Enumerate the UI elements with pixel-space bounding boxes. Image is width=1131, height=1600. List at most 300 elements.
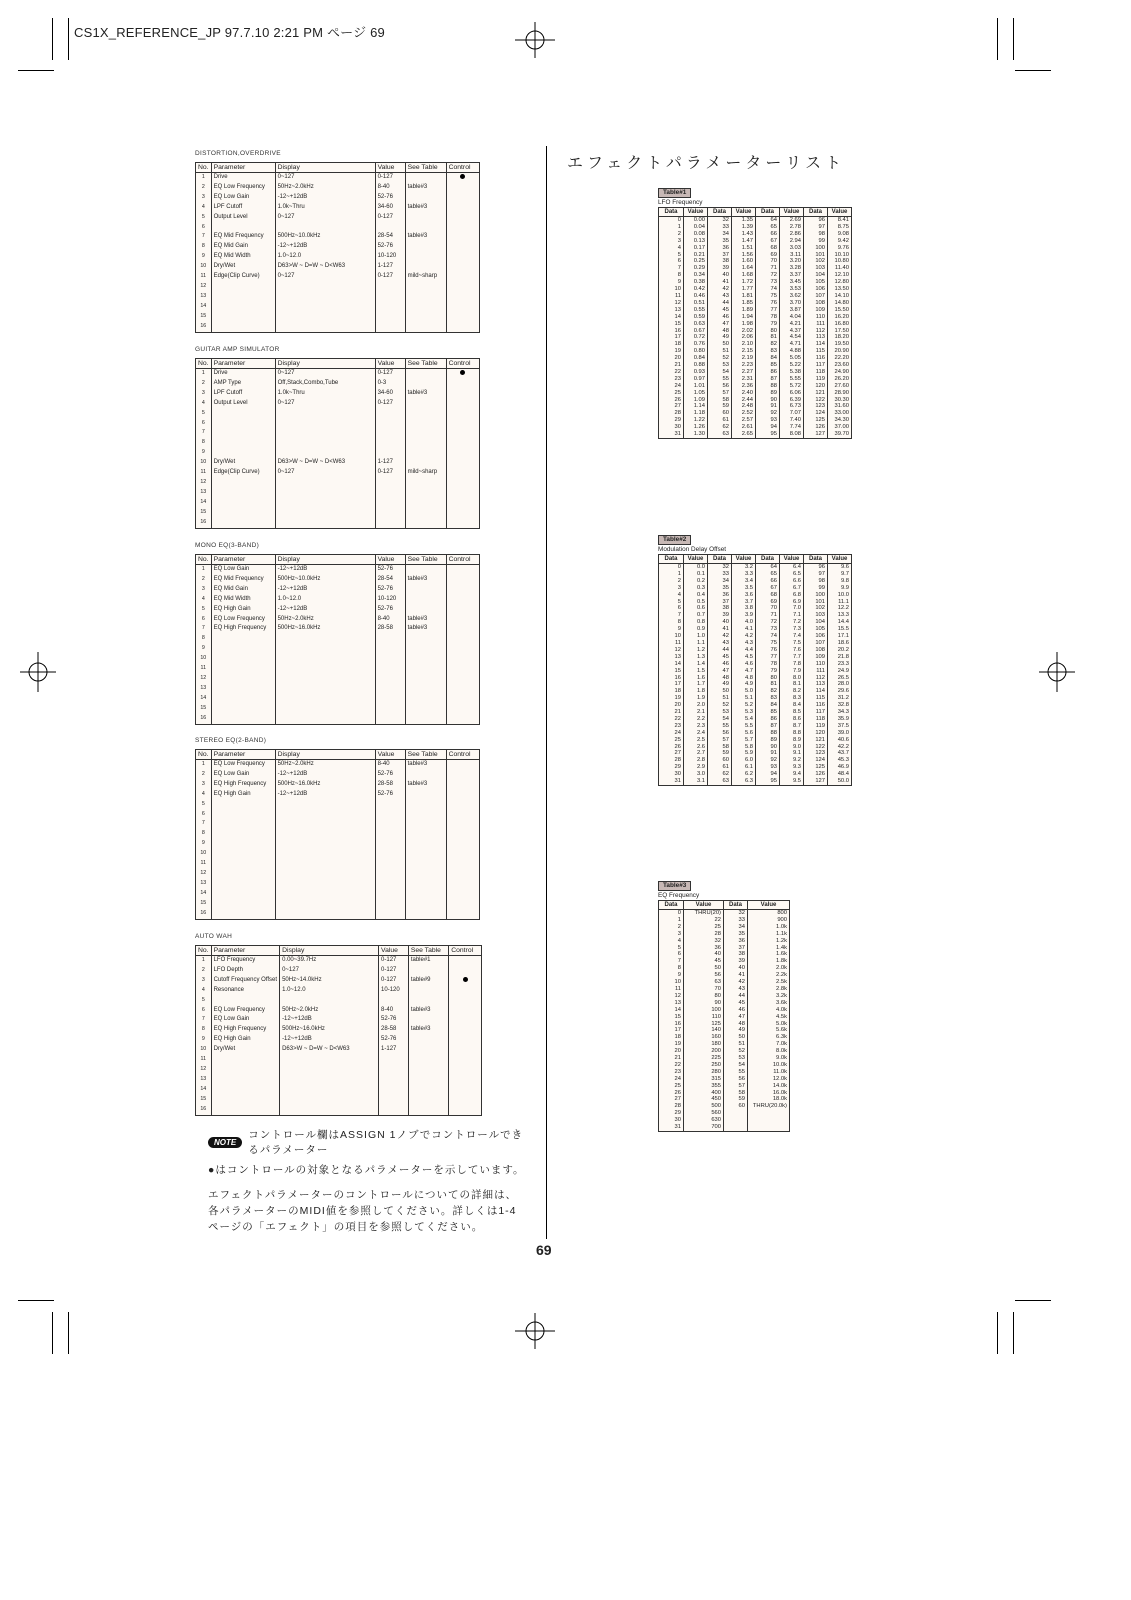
value-cell: 1.85 (732, 300, 756, 307)
table-cell: mild~sharp (405, 272, 446, 282)
table-cell (375, 322, 405, 332)
value-cell: 500 (684, 1103, 724, 1110)
table-cell (211, 869, 275, 879)
value-cell: 1.2k (748, 938, 790, 945)
value-cell: 6.6 (780, 578, 804, 585)
control-cell (446, 889, 479, 899)
table-cell: EQ High Gain (211, 790, 275, 800)
effect-section (195, 542, 480, 725)
data-index-cell: 78 (756, 314, 780, 321)
table-row (196, 694, 480, 704)
data-index-cell: 9 (659, 626, 684, 633)
table-cell (405, 839, 446, 849)
table-cell (375, 819, 405, 829)
value-cell: 1.89 (732, 307, 756, 314)
table-cell (211, 634, 275, 644)
data-index-cell: 54 (724, 1062, 748, 1069)
value-cell: 2.23 (732, 362, 756, 369)
column-header: Value (828, 208, 852, 217)
table-row (659, 328, 852, 335)
value-cell: 4.0k (748, 1007, 790, 1014)
table-cell: 10 (196, 262, 212, 272)
table-cell (280, 1065, 379, 1075)
table-cell (405, 223, 446, 233)
effect-parameter-table (195, 358, 480, 529)
data-index-cell: 99 (804, 238, 828, 245)
value-cell: 2.0 (684, 702, 708, 709)
value-cell: 6.3k (748, 1034, 790, 1041)
control-cell (449, 1075, 482, 1085)
data-index-cell: 51 (708, 695, 732, 702)
table-row (196, 1085, 482, 1095)
data-index-cell: 114 (804, 341, 828, 348)
data-index-cell: 15 (659, 668, 684, 675)
data-index-cell: 12 (659, 647, 684, 654)
note-line-1: コントロール欄はASSIGN 1ノブでコントロールできるパラメーター (248, 1129, 524, 1156)
table-row (659, 1083, 790, 1090)
data-index-cell: 107 (804, 293, 828, 300)
table-cell: 52-76 (379, 1035, 409, 1045)
table-cell (211, 674, 275, 684)
data-index-cell: 3 (659, 585, 684, 592)
table-row (659, 1041, 790, 1048)
column-header: No. (196, 555, 212, 565)
value-cell: 8.08 (780, 431, 804, 438)
table-cell: EQ High Gain (211, 1035, 279, 1045)
data-index-cell: 36 (724, 938, 748, 945)
table-cell: 0~127 (275, 272, 375, 282)
value-cell: 80 (684, 993, 724, 1000)
table-cell: table#3 (405, 232, 446, 242)
value-cell: 1.09 (684, 397, 708, 404)
data-index-cell: 42 (708, 633, 732, 640)
table-cell: 8 (196, 829, 212, 839)
value-cell: 1.98 (732, 321, 756, 328)
table-cell (280, 1085, 379, 1095)
table-row (196, 810, 480, 820)
table-cell (375, 694, 405, 704)
data-index-cell: 107 (804, 640, 828, 647)
table-cell (405, 879, 446, 889)
table-cell (275, 498, 375, 508)
value-cell: 8.5 (780, 709, 804, 716)
control-cell (446, 674, 479, 684)
table-cell (211, 312, 275, 322)
value-cell: 3.03 (780, 245, 804, 252)
table-cell: table#3 (408, 1006, 448, 1016)
value-cell: 0.25 (684, 258, 708, 265)
value-cell: 2.48 (732, 403, 756, 410)
table-cell (375, 810, 405, 820)
table-row (196, 664, 480, 674)
table-cell: 500Hz~16.0kHz (280, 1025, 379, 1035)
table-cell: 10-120 (379, 986, 409, 996)
table-cell: LPF Cutoff (211, 389, 275, 399)
data-index-cell: 52 (708, 355, 732, 362)
table-cell: Dry/Wet (211, 262, 275, 272)
data-index-cell: 57 (708, 390, 732, 397)
data-index-cell: 45 (724, 1000, 748, 1007)
table-cell: EQ Low Gain (211, 1015, 279, 1025)
value-cell: 0.13 (684, 238, 708, 245)
effect-parameter-table (195, 749, 480, 920)
value-cell: 6.1 (732, 764, 756, 771)
table-cell (211, 1085, 279, 1095)
table-row (659, 910, 790, 917)
table-row (196, 488, 480, 498)
data-index-cell: 102 (804, 605, 828, 612)
data-index-cell: 4 (659, 592, 684, 599)
data-index-cell: 127 (804, 778, 828, 785)
data-index-cell: 0 (659, 564, 684, 571)
data-index-cell: 45 (708, 307, 732, 314)
table-cell: 16 (196, 518, 212, 528)
data-index-cell: 8 (659, 619, 684, 626)
value-cell: 3.28 (780, 265, 804, 272)
data-index-cell: 102 (804, 258, 828, 265)
table-cell (275, 634, 375, 644)
value-cell: 3.2 (732, 564, 756, 571)
data-index-cell: 8 (659, 965, 684, 972)
data-index-cell: 41 (708, 279, 732, 286)
table-cell (375, 438, 405, 448)
table-row (659, 1014, 790, 1021)
control-dot-icon (460, 174, 465, 179)
table-cell (275, 508, 375, 518)
value-cell: 3.20 (780, 258, 804, 265)
table-row (196, 889, 480, 899)
table-cell: 10 (196, 458, 212, 468)
value-cell: 4.5 (732, 654, 756, 661)
data-index-cell: 126 (804, 424, 828, 431)
data-index-cell: 93 (756, 764, 780, 771)
control-cell (446, 565, 479, 575)
control-cell (446, 694, 479, 704)
value-cell: 26.5 (828, 675, 852, 682)
table-cell (275, 438, 375, 448)
table-cell (405, 684, 446, 694)
data-index-cell (724, 1117, 748, 1124)
value-cell: 250 (684, 1062, 724, 1069)
table-cell: D63>W ~ D=W ~ D<W63 (275, 458, 375, 468)
control-cell (446, 615, 479, 625)
data-index-cell: 95 (756, 778, 780, 785)
reference-table (658, 900, 790, 1132)
table-row (196, 312, 480, 322)
table-row (196, 282, 480, 292)
table-cell (375, 899, 405, 909)
table-cell (211, 704, 275, 714)
column-header: Value (684, 208, 708, 217)
value-cell: 50 (684, 965, 724, 972)
value-cell: 90 (684, 1000, 724, 1007)
table-header-row (659, 901, 790, 910)
control-cell (446, 262, 479, 272)
data-index-cell: 91 (756, 750, 780, 757)
table-cell: LPF Cutoff (211, 203, 275, 213)
table-cell (211, 1065, 279, 1075)
table-1-lfo-frequency (658, 181, 852, 439)
data-index-cell: 53 (708, 362, 732, 369)
value-cell: 40.6 (828, 737, 852, 744)
table-cell (375, 644, 405, 654)
data-index-cell: 88 (756, 383, 780, 390)
data-index-cell: 38 (724, 951, 748, 958)
table-cell (275, 810, 375, 820)
value-cell: 10.10 (828, 252, 852, 259)
table-row (659, 592, 852, 599)
data-index-cell: 35 (708, 238, 732, 245)
table-row (659, 258, 852, 265)
control-cell (446, 790, 479, 800)
control-cell (446, 399, 479, 409)
table-row (196, 379, 480, 389)
table-cell (211, 1075, 279, 1085)
table-cell: 8 (196, 242, 212, 252)
data-index-cell: 73 (756, 279, 780, 286)
control-cell (446, 438, 479, 448)
table-cell (405, 458, 446, 468)
value-cell: 2.8k (748, 986, 790, 993)
table-cell: Dry/Wet (211, 1045, 279, 1055)
table-cell (211, 849, 275, 859)
table-cell: -12~+12dB (275, 242, 375, 252)
control-cell (446, 879, 479, 889)
table-row (659, 1034, 790, 1041)
table-cell: EQ Mid Width (211, 595, 275, 605)
table-row (659, 1007, 790, 1014)
control-cell (446, 498, 479, 508)
data-index-cell: 121 (804, 390, 828, 397)
data-index-cell: 36 (708, 592, 732, 599)
value-cell: 2.4 (684, 730, 708, 737)
data-index-cell: 48 (724, 1021, 748, 1028)
value-cell: 0.63 (684, 321, 708, 328)
table-row (196, 1055, 482, 1065)
table-row (659, 279, 852, 286)
column-header: Value (375, 750, 405, 760)
table-cell: -12~+12dB (275, 565, 375, 575)
table-cell: 1.0~12.0 (275, 595, 375, 605)
data-index-cell: 3 (659, 931, 684, 938)
table-cell (405, 674, 446, 684)
table-cell: 0~127 (275, 213, 375, 223)
control-cell (449, 1105, 482, 1115)
data-index-cell: 63 (708, 778, 732, 785)
value-cell: 0.80 (684, 348, 708, 355)
data-index-cell: 98 (804, 578, 828, 585)
column-header: Data (708, 208, 732, 217)
table-row (659, 723, 852, 730)
table-row (659, 578, 852, 585)
table-cell: 500Hz~10.0kHz (275, 232, 375, 242)
table-cell: 15 (196, 899, 212, 909)
control-cell (446, 213, 479, 223)
control-cell (446, 605, 479, 615)
control-cell (446, 232, 479, 242)
table-row (659, 951, 790, 958)
control-cell (446, 704, 479, 714)
value-cell: 1.56 (732, 252, 756, 259)
table-cell: 10-120 (375, 595, 405, 605)
column-header: Display (275, 555, 375, 565)
value-cell: 34.30 (828, 417, 852, 424)
table-row (659, 986, 790, 993)
table-row (659, 571, 852, 578)
control-cell (446, 654, 479, 664)
note-block (208, 1127, 528, 1235)
table-row (659, 1090, 790, 1097)
data-index-cell: 124 (804, 757, 828, 764)
value-cell: 2.0k (748, 965, 790, 972)
effect-section (195, 737, 480, 920)
table-cell (375, 714, 405, 724)
table-row (196, 1045, 482, 1055)
data-index-cell: 71 (756, 265, 780, 272)
control-cell (446, 859, 479, 869)
data-index-cell: 21 (659, 1055, 684, 1062)
value-cell: 16.20 (828, 314, 852, 321)
table-row (659, 564, 852, 571)
note-paragraph: エフェクトパラメーターのコントロールについての詳細は、各パラメーターのMIDI値を参照してください。詳しくは1-4ページの「エフェクト」の項目を参照してください。 (208, 1189, 518, 1233)
data-index-cell: 96 (804, 217, 828, 224)
table-cell (275, 839, 375, 849)
table-cell (405, 829, 446, 839)
table-cell (405, 488, 446, 498)
table-row (659, 716, 852, 723)
value-cell: 2.94 (780, 238, 804, 245)
table-cell: 12 (196, 869, 212, 879)
table-row (659, 972, 790, 979)
value-cell: 0.08 (684, 231, 708, 238)
table-cell (405, 770, 446, 780)
value-cell: 9.5 (780, 778, 804, 785)
value-cell: 6.8 (780, 592, 804, 599)
value-cell: 9.08 (828, 231, 852, 238)
control-cell (449, 1006, 482, 1016)
table-cell (375, 292, 405, 302)
data-index-cell: 58 (708, 397, 732, 404)
value-cell: 4.1 (732, 626, 756, 633)
column-header: Data (756, 208, 780, 217)
table-cell (408, 996, 448, 1006)
column-header: Value (375, 163, 405, 173)
table-cell (379, 1075, 409, 1085)
note-line-2: ●はコントロールの対象となるパラメーターを示しています。 (208, 1164, 525, 1176)
table-row (196, 252, 480, 262)
control-cell (446, 770, 479, 780)
value-cell: 1.9 (684, 695, 708, 702)
table-cell (375, 488, 405, 498)
data-index-cell: 90 (756, 744, 780, 751)
value-cell: 355 (684, 1083, 724, 1090)
table-cell (375, 674, 405, 684)
data-index-cell: 54 (708, 369, 732, 376)
table-name: EQ Frequency (658, 892, 700, 899)
table-cell: 2 (196, 966, 212, 976)
table-row (196, 272, 480, 282)
table-cell (275, 694, 375, 704)
value-cell: 0.72 (684, 334, 708, 341)
value-cell: 1.0k (748, 924, 790, 931)
data-index-cell: 109 (804, 307, 828, 314)
data-index-cell: 60 (724, 1103, 748, 1110)
table-cell: 1.0k~Thru (275, 389, 375, 399)
table-cell: 7 (196, 819, 212, 829)
data-index-cell: 19 (659, 695, 684, 702)
data-index-cell: 19 (659, 1041, 684, 1048)
table-cell: 1 (196, 956, 212, 966)
value-cell: 4.37 (780, 328, 804, 335)
value-cell: 630 (684, 1117, 724, 1124)
table-row (196, 213, 480, 223)
table-row (659, 661, 852, 668)
table-cell (211, 899, 275, 909)
value-cell: 28.90 (828, 390, 852, 397)
table-cell: 14 (196, 498, 212, 508)
table-cell: EQ High Frequency (211, 1025, 279, 1035)
table-cell: 11 (196, 859, 212, 869)
column-header: Parameter (211, 163, 275, 173)
column-header: Value (684, 555, 708, 564)
table-cell: 15 (196, 312, 212, 322)
data-index-cell: 87 (756, 723, 780, 730)
value-cell: 5.4 (732, 716, 756, 723)
control-cell (449, 1035, 482, 1045)
column-header: Control (446, 163, 479, 173)
value-cell: 0.76 (684, 341, 708, 348)
data-index-cell: 122 (804, 397, 828, 404)
table-cell (405, 448, 446, 458)
column-header: Data (756, 555, 780, 564)
table-cell (211, 1105, 279, 1115)
control-cell (446, 448, 479, 458)
data-index-cell: 105 (804, 626, 828, 633)
table-row (196, 790, 480, 800)
table-row (196, 419, 480, 429)
data-index-cell: 121 (804, 737, 828, 744)
data-index-cell: 100 (804, 592, 828, 599)
table-cell: EQ Low Gain (211, 193, 275, 203)
value-cell: 2.1 (684, 709, 708, 716)
value-cell: 7.8 (780, 661, 804, 668)
value-cell: 900 (748, 917, 790, 924)
data-index-cell: 47 (708, 668, 732, 675)
table-cell: EQ Mid Frequency (211, 232, 275, 242)
value-cell: 4.6 (732, 661, 756, 668)
table-row (196, 1065, 482, 1075)
table-row (659, 1110, 790, 1117)
data-index-cell: 86 (756, 716, 780, 723)
effect-section (195, 933, 482, 1116)
value-cell: 9.3 (780, 764, 804, 771)
data-index-cell: 37 (724, 945, 748, 952)
value-cell: 2.69 (780, 217, 804, 224)
table-cell (375, 829, 405, 839)
registration-mark-left (20, 652, 56, 692)
value-cell: 450 (684, 1096, 724, 1103)
value-cell (748, 1124, 790, 1131)
table-row (659, 619, 852, 626)
data-index-cell: 97 (804, 224, 828, 231)
table-cell (275, 312, 375, 322)
data-index-cell: 56 (724, 1076, 748, 1083)
column-header: Value (732, 555, 756, 564)
table-row (659, 757, 852, 764)
value-cell: 12.0k (748, 1076, 790, 1083)
value-cell: 1.4k (748, 945, 790, 952)
table-cell: 28-58 (375, 780, 405, 790)
